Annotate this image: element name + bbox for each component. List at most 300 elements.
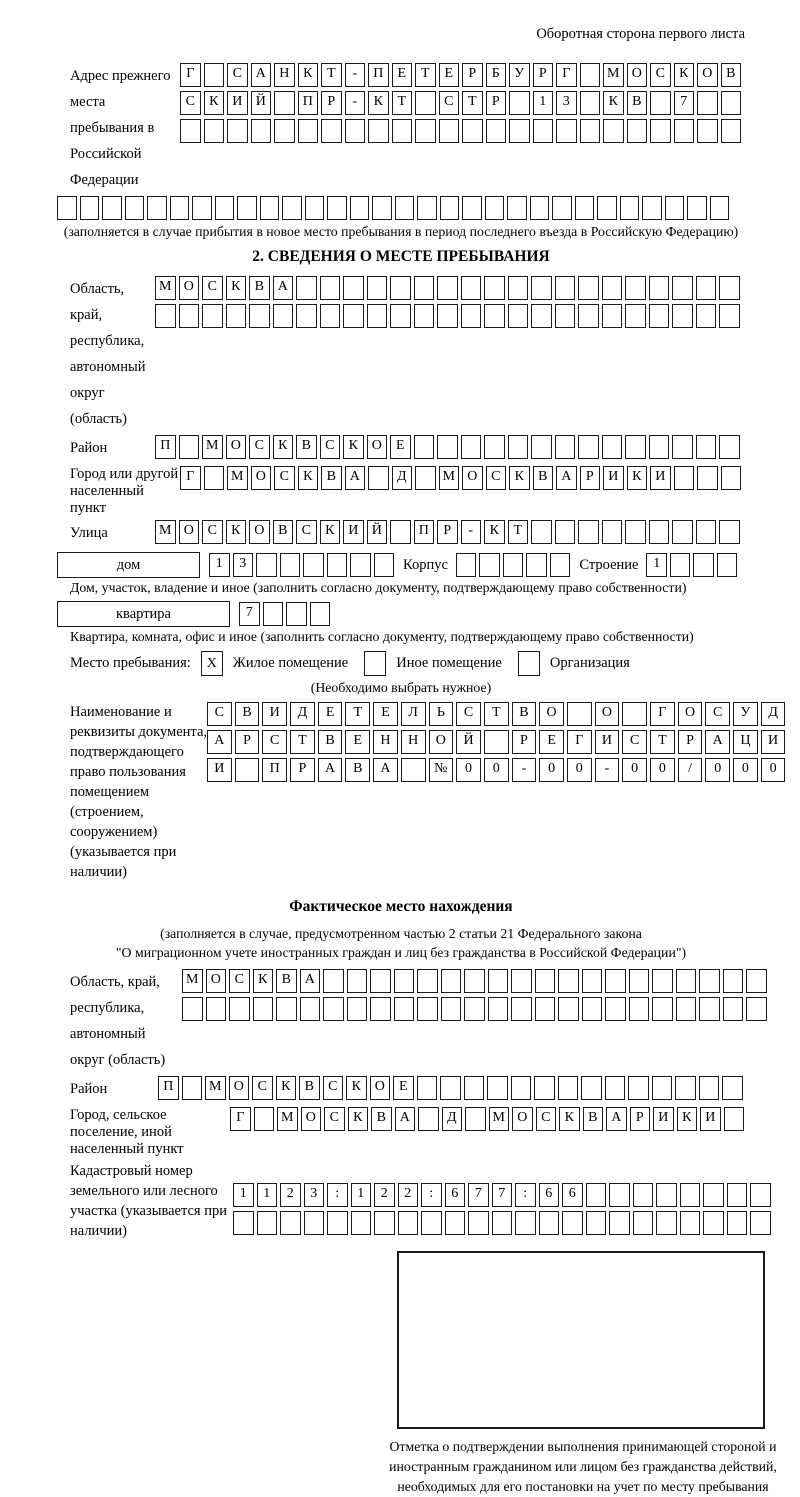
form-cell: [672, 435, 693, 459]
form-cell: [179, 304, 200, 328]
fact-cadastral-row-2: [233, 1211, 774, 1235]
form-cell: [511, 997, 532, 1021]
form-cell: [696, 435, 717, 459]
form-cell: [530, 196, 550, 220]
form-cell: [670, 553, 691, 577]
form-cell: [672, 304, 693, 328]
form-cell: [180, 119, 201, 143]
district-row: [155, 435, 743, 459]
form-cell: К: [343, 435, 364, 459]
form-cell: [394, 969, 415, 993]
region-row-1: [155, 276, 743, 300]
form-cell: [696, 304, 717, 328]
form-cell: Т: [508, 520, 529, 544]
form-cell: [468, 1211, 489, 1235]
document-row-3: [207, 758, 788, 782]
form-cell: 3: [304, 1183, 325, 1207]
form-cell: [206, 997, 227, 1021]
form-cell: [441, 997, 462, 1021]
form-cell: А: [345, 466, 366, 490]
form-cell: О: [251, 466, 272, 490]
form-cell: [390, 276, 411, 300]
form-cell: [703, 1211, 724, 1235]
form-cell: [488, 969, 509, 993]
form-cell: 1: [646, 553, 667, 577]
form-cell: [724, 1107, 745, 1131]
form-cell: [155, 304, 176, 328]
form-cell: П: [155, 435, 176, 459]
form-cell: 0: [733, 758, 758, 782]
form-cell: [674, 119, 695, 143]
form-cell: [57, 196, 77, 220]
form-cell: В: [371, 1107, 392, 1131]
form-cell: О: [367, 435, 388, 459]
form-cell: [280, 553, 301, 577]
form-cell: Т: [650, 730, 675, 754]
form-cell: К: [346, 1076, 367, 1100]
form-cell: 2: [280, 1183, 301, 1207]
form-cell: [440, 196, 460, 220]
form-cell: [555, 520, 576, 544]
form-cell: К: [677, 1107, 698, 1131]
form-cell: [680, 1183, 701, 1207]
form-cell: [575, 196, 595, 220]
form-cell: В: [235, 702, 260, 726]
form-cell: [723, 997, 744, 1021]
fact-field-district: [57, 1076, 745, 1104]
form-cell: [417, 969, 438, 993]
form-cell: Р: [437, 520, 458, 544]
form-cell: Р: [678, 730, 703, 754]
form-cell: [414, 276, 435, 300]
form-cell: Н: [373, 730, 398, 754]
form-cell: [461, 276, 482, 300]
form-cell: [508, 304, 529, 328]
form-cell: [649, 304, 670, 328]
form-cell: [602, 276, 623, 300]
form-cell: [215, 196, 235, 220]
form-cell: [721, 466, 742, 490]
form-cell: -: [345, 91, 366, 115]
form-cell: Т: [415, 63, 436, 87]
form-cell: П: [262, 758, 287, 782]
form-cell: №: [429, 758, 454, 782]
form-cell: А: [207, 730, 232, 754]
form-cell: [276, 997, 297, 1021]
form-cell: 0: [622, 758, 647, 782]
form-cell: [418, 1107, 439, 1131]
form-cell: В: [318, 730, 343, 754]
form-cell: [456, 553, 477, 577]
form-cell: [256, 553, 277, 577]
korpus-label: Корпус: [403, 556, 448, 573]
field-region: [57, 276, 745, 432]
form-cell: [320, 304, 341, 328]
form-cell: -: [345, 63, 366, 87]
form-cell: [649, 435, 670, 459]
form-cell: К: [348, 1107, 369, 1131]
prev-address-row-3: [180, 119, 744, 143]
form-cell: [656, 1183, 677, 1207]
form-cell: Н: [274, 63, 295, 87]
form-cell: С: [536, 1107, 557, 1131]
stroenie-row: [646, 553, 740, 577]
form-cell: [625, 520, 646, 544]
form-cell: [323, 969, 344, 993]
form-cell: [625, 304, 646, 328]
form-cell: С: [324, 1107, 345, 1131]
form-cell: 3: [556, 91, 577, 115]
field-house: [57, 552, 745, 578]
form-cell: [367, 304, 388, 328]
form-cell: [390, 304, 411, 328]
form-cell: С: [202, 276, 223, 300]
form-cell: [652, 997, 673, 1021]
form-cell: [398, 1211, 419, 1235]
form-cell: 1: [209, 553, 230, 577]
form-cell: Д: [392, 466, 413, 490]
fact-location-title: Фактическое место нахождения: [289, 898, 513, 915]
apartment-note: Квартира, комната, офис и иное (заполнить согласно документу, подтверждающему право собственности): [70, 629, 694, 644]
form-cell: И: [650, 466, 671, 490]
form-cell: К: [276, 1076, 297, 1100]
form-cell: [622, 702, 647, 726]
form-cell: [633, 1211, 654, 1235]
form-cell: [368, 119, 389, 143]
form-cell: 6: [445, 1183, 466, 1207]
form-cell: Д: [761, 702, 786, 726]
form-cell: [696, 520, 717, 544]
form-cell: А: [251, 63, 272, 87]
form-cell: К: [226, 276, 247, 300]
form-cell: В: [583, 1107, 604, 1131]
form-cell: Р: [321, 91, 342, 115]
form-cell: О: [539, 702, 564, 726]
form-cell: А: [300, 969, 321, 993]
form-cell: А: [606, 1107, 627, 1131]
field-stay-type: [57, 651, 745, 676]
form-cell: В: [627, 91, 648, 115]
form-cell: 1: [533, 91, 554, 115]
form-cell: [620, 196, 640, 220]
form-cell: [746, 969, 767, 993]
form-cell: [602, 435, 623, 459]
form-cell: [390, 520, 411, 544]
form-cell: С: [202, 520, 223, 544]
form-cell: 0: [456, 758, 481, 782]
form-cell: [237, 196, 257, 220]
form-cell: [719, 435, 740, 459]
stay-option-other-checkbox: [364, 651, 386, 676]
form-cell: Т: [392, 91, 413, 115]
form-cell: К: [509, 466, 530, 490]
form-cell: И: [700, 1107, 721, 1131]
form-cell: [580, 91, 601, 115]
form-cell: [625, 276, 646, 300]
form-cell: М: [205, 1076, 226, 1100]
form-cell: [722, 1076, 743, 1100]
form-cell: [320, 276, 341, 300]
form-cell: [350, 196, 370, 220]
field-district: [57, 435, 745, 463]
form-cell: Й: [456, 730, 481, 754]
form-cell: [296, 304, 317, 328]
form-cell: [719, 520, 740, 544]
form-cell: [464, 969, 485, 993]
form-cell: [204, 466, 225, 490]
form-cell: А: [705, 730, 730, 754]
form-cell: [649, 276, 670, 300]
form-cell: [274, 91, 295, 115]
form-cell: [629, 997, 650, 1021]
form-cell: [515, 1211, 536, 1235]
form-cell: О: [512, 1107, 533, 1131]
fact-city-label: Город, сельское поселение, иной населенный пункт: [70, 1107, 184, 1157]
form-cell: [343, 304, 364, 328]
form-cell: [414, 304, 435, 328]
form-cell: [125, 196, 145, 220]
form-cell: Е: [373, 702, 398, 726]
form-cell: М: [155, 520, 176, 544]
prev-address-label: Адрес прежнего места пребывания в Российской Федерации: [70, 68, 171, 188]
form-cell: [233, 1211, 254, 1235]
form-cell: С: [439, 91, 460, 115]
form-cell: Й: [367, 520, 388, 544]
form-cell: [441, 969, 462, 993]
form-cell: Д: [442, 1107, 463, 1131]
form-cell: В: [345, 758, 370, 782]
form-cell: Е: [539, 730, 564, 754]
form-cell: [652, 1076, 673, 1100]
form-cell: [351, 1211, 372, 1235]
form-cell: [558, 997, 579, 1021]
form-cell: 6: [539, 1183, 560, 1207]
form-cell: А: [373, 758, 398, 782]
fact-city-row: [230, 1107, 747, 1131]
form-cell: [508, 276, 529, 300]
form-cell: [229, 997, 250, 1021]
form-cell: В: [296, 435, 317, 459]
form-cell: 0: [539, 758, 564, 782]
form-cell: К: [298, 466, 319, 490]
form-cell: [235, 758, 260, 782]
form-cell: [507, 196, 527, 220]
stay-option-organization-label: Организация: [549, 655, 630, 671]
field-prev-address: [57, 63, 745, 193]
form-cell: :: [515, 1183, 536, 1207]
form-cell: [556, 119, 577, 143]
form-cell: :: [421, 1183, 442, 1207]
form-cell: [580, 119, 601, 143]
region-rows: [155, 276, 743, 332]
form-cell: [503, 553, 524, 577]
form-cell: П: [298, 91, 319, 115]
form-cell: [298, 119, 319, 143]
form-cell: С: [207, 702, 232, 726]
form-cell: [703, 1183, 724, 1207]
district-label: Район: [70, 440, 108, 456]
prev-address-row-4: [57, 196, 745, 220]
form-cell: М: [603, 63, 624, 87]
form-cell: [676, 997, 697, 1021]
form-cell: [710, 196, 730, 220]
form-cell: [675, 1076, 696, 1100]
registration-stamp-caption: Отметка о подтверждении выполнения принимающей стороной и иностранным гражданином или лицом без гражданства действий, необходимых для его постановки на учет по месту пребывания: [389, 1439, 777, 1494]
fact-field-region: [57, 969, 745, 1073]
form-cell: [347, 997, 368, 1021]
form-cell: [555, 276, 576, 300]
form-cell: [465, 1107, 486, 1131]
form-cell: [327, 1211, 348, 1235]
form-cell: [484, 276, 505, 300]
form-cell: -: [595, 758, 620, 782]
form-cell: [558, 969, 579, 993]
stay-option-residential-checkbox: X: [201, 651, 223, 676]
form-cell: О: [595, 702, 620, 726]
prev-address-rows: [180, 63, 744, 147]
form-cell: У: [733, 702, 758, 726]
form-cell: Е: [390, 435, 411, 459]
registration-stamp-box: [397, 1251, 765, 1429]
form-cell: О: [429, 730, 454, 754]
fact-cadastral-row-1: [233, 1183, 774, 1207]
form-cell: [680, 1211, 701, 1235]
form-cell: [586, 1183, 607, 1207]
form-cell: О: [370, 1076, 391, 1100]
form-cell: О: [179, 276, 200, 300]
form-cell: С: [229, 969, 250, 993]
house-box: дом: [57, 552, 200, 578]
form-cell: [581, 1076, 602, 1100]
form-cell: И: [207, 758, 232, 782]
form-cell: [437, 276, 458, 300]
form-cell: [370, 997, 391, 1021]
form-cell: [170, 196, 190, 220]
form-cell: В: [512, 702, 537, 726]
form-cell: М: [155, 276, 176, 300]
form-cell: [697, 91, 718, 115]
form-cell: К: [674, 63, 695, 87]
form-cell: 2: [374, 1183, 395, 1207]
prev-address-row-2: [180, 91, 744, 115]
form-cell: С: [486, 466, 507, 490]
form-cell: [253, 997, 274, 1021]
form-cell: [603, 119, 624, 143]
form-cell: В: [321, 466, 342, 490]
form-cell: [417, 1076, 438, 1100]
form-cell: 0: [761, 758, 786, 782]
form-cell: [511, 969, 532, 993]
form-cell: [80, 196, 100, 220]
form-cell: А: [395, 1107, 416, 1131]
form-cell: И: [653, 1107, 674, 1131]
fact-cadastral-label: Кадастровый номер земельного или лесного участка (указывается при наличии): [70, 1163, 227, 1239]
form-cell: [642, 196, 662, 220]
form-cell: [555, 304, 576, 328]
stay-option-residential-label: Жилое помещение: [232, 655, 349, 671]
form-cell: [509, 119, 530, 143]
form-cell: [492, 1211, 513, 1235]
region-row-2: [155, 304, 743, 328]
form-cell: [461, 304, 482, 328]
fact-field-city: [57, 1107, 745, 1158]
form-cell: Р: [533, 63, 554, 87]
stay-type-note: (Необходимо выбрать нужное): [310, 680, 492, 695]
form-cell: Е: [392, 63, 413, 87]
form-cell: [327, 196, 347, 220]
form-cell: М: [489, 1107, 510, 1131]
form-cell: [440, 1076, 461, 1100]
form-cell: О: [229, 1076, 250, 1100]
form-cell: [257, 1211, 278, 1235]
form-cell: [558, 1076, 579, 1100]
field-apartment: [57, 601, 745, 627]
form-cell: [296, 276, 317, 300]
form-cell: [347, 969, 368, 993]
form-cell: 7: [239, 602, 260, 626]
form-cell: [578, 276, 599, 300]
form-cell: В: [276, 969, 297, 993]
form-cell: С: [320, 435, 341, 459]
form-cell: 1: [233, 1183, 254, 1207]
form-cell: [533, 119, 554, 143]
form-cell: Л: [401, 702, 426, 726]
form-cell: [304, 1211, 325, 1235]
form-cell: И: [595, 730, 620, 754]
form-cell: [147, 196, 167, 220]
form-cell: Ь: [429, 702, 454, 726]
form-cell: С: [227, 63, 248, 87]
form-cell: [665, 196, 685, 220]
form-cell: [721, 119, 742, 143]
form-cell: П: [414, 520, 435, 544]
form-cell: [723, 969, 744, 993]
city-row: [180, 466, 744, 490]
form-cell: [721, 91, 742, 115]
stay-option-organization-checkbox: [518, 651, 540, 676]
region-label: Область, край, республика, автономный округ (область): [70, 281, 146, 427]
form-cell: [509, 91, 530, 115]
form-cell: К: [627, 466, 648, 490]
form-cell: С: [296, 520, 317, 544]
form-cell: 0: [484, 758, 509, 782]
form-cell: [415, 119, 436, 143]
form-cell: [437, 435, 458, 459]
form-cell: В: [273, 520, 294, 544]
form-cell: М: [227, 466, 248, 490]
form-cell: [415, 466, 436, 490]
form-cell: И: [343, 520, 364, 544]
form-cell: [652, 969, 673, 993]
form-cell: Р: [630, 1107, 651, 1131]
form-cell: [649, 520, 670, 544]
fact-region-rows: [182, 969, 770, 1025]
form-cell: С: [249, 435, 270, 459]
form-cell: [531, 435, 552, 459]
fact-location-note-line2: "О миграционном учете иностранных граждан и лиц без гражданства в Российской Федерации"): [115, 945, 687, 960]
form-cell: С: [650, 63, 671, 87]
field-city: [57, 466, 745, 517]
form-cell: [628, 1076, 649, 1100]
form-cell: [417, 196, 437, 220]
form-cell: Г: [650, 702, 675, 726]
form-cell: [464, 997, 485, 1021]
form-cell: [484, 435, 505, 459]
form-cell: О: [179, 520, 200, 544]
fact-region-label: Область, край, республика, автономный округ (область): [70, 974, 166, 1068]
form-cell: [526, 553, 547, 577]
form-cell: [464, 1076, 485, 1100]
